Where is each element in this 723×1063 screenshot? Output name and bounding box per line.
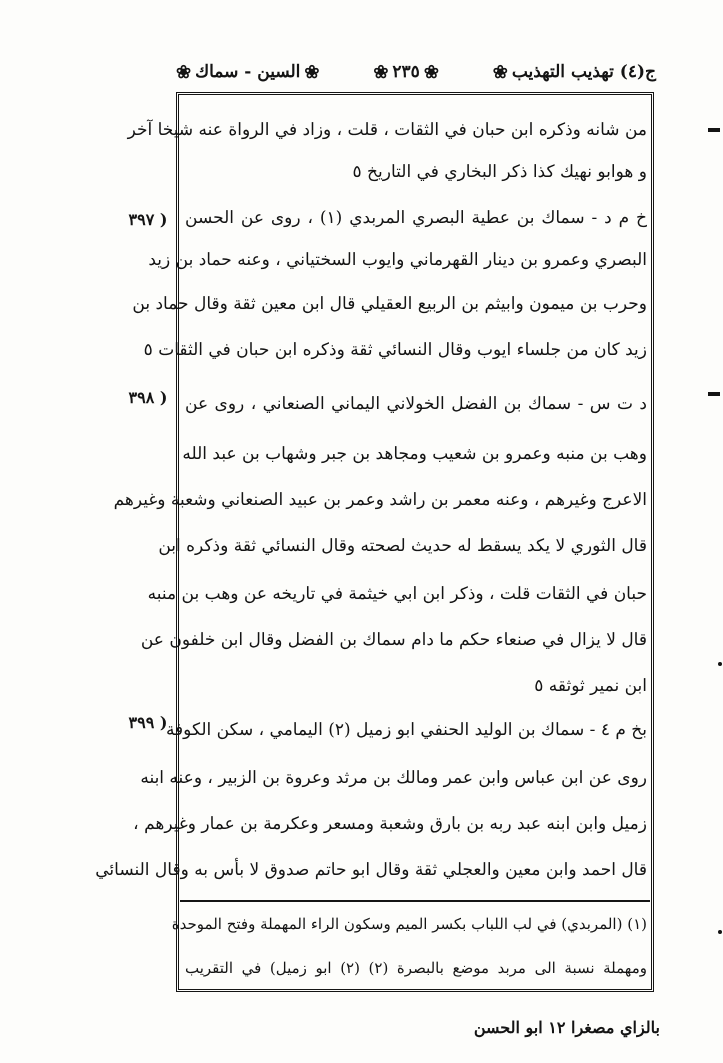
ornament-icon: ❀ [176, 61, 192, 83]
body-line: ابن نمير ثوثقه ٥ [534, 676, 647, 696]
body-line: بخ م ٤ - سماك بن الوليد الحنفي ابو زميل (٢) اليمامي ، سكن الكوفة [165, 720, 647, 740]
ornament-icon: ❀ [304, 61, 320, 83]
scan-mark [718, 930, 722, 934]
entry-number: ( ٣٩٩ [128, 713, 168, 732]
header-book-title-text: ج(٤) تهذيب التهذيب [511, 62, 656, 82]
body-line: خ م د - سماك بن عطية البصري المربدي (١) ، روى عن الحسن [185, 208, 647, 228]
body-line: قال لا يزال في صنعاء حكم ما دام سماك بن الفضل وقال ابن خلفون عن [140, 630, 647, 650]
ornament-icon: ❀ [373, 61, 389, 83]
body-line: زيد كان من جلساء ايوب وقال النسائي ثقة وذكره ابن حبان في الثقات ٥ [143, 340, 647, 360]
body-line: و هوابو نهيك كذا ذكر البخاري في التاريخ ٥ [352, 162, 647, 182]
body-line: البصري وعمرو بن دينار القهرماني وايوب السختياني ، وعنه حماد بن زيد [148, 250, 647, 270]
ornament-icon: ❀ [492, 61, 508, 83]
body-line: الاعرج وغيرهم ، وعنه معمر بن راشد وعمر بن عبيد الصنعاني وشعبة وغيرهم [113, 490, 647, 510]
body-line: وهب بن منبه وعمرو بن شعيب ومجاهد بن جبر وشهاب بن عبد الله [182, 444, 647, 464]
footnote-continuation: بالزاي مصغرا ١٢ ابو الحسن [473, 1018, 660, 1037]
ornament-icon: ❀ [423, 61, 439, 83]
scan-mark [708, 392, 720, 396]
page-header [176, 50, 656, 94]
header-chapter [176, 62, 319, 83]
scan-mark [708, 128, 720, 132]
body-line: زميل وابن ابنه عبد ربه بن بارق وشعبة ومسعر وعكرمة بن عمار وغيرهم ، [133, 814, 647, 834]
footnote-line: (١) (المربدي) في لب اللباب بكسر الميم وسكون الراء المهملة وفتح الموحدة [171, 915, 647, 933]
body-line: حبان في الثقات قلت ، وذكر ابن ابي خيثمة في تاريخه عن وهب بن منبه [147, 584, 647, 604]
header-page-number [373, 62, 439, 83]
body-line: قال الثوري لا يكد يسقط له حديث لصحته وقال النسائي ثقة وذكره ابن [158, 536, 647, 556]
footnote-line: ومهملة نسبة الى مربد موضع بالبصرة (٢) (٢) ابو زميل) في التقريب [185, 959, 647, 977]
entry-number: ( ٣٩٨ [128, 388, 168, 407]
header-book-title [493, 62, 656, 83]
body-line: د ت س - سماك بن الفضل الخولاني اليماني الصنعاني ، روى عن [185, 394, 647, 414]
body-line: وحرب بن ميمون وابيثم بن الربيع العقيلي قال ابن معين ثقة وقال حماد بن [132, 294, 647, 314]
footnote-divider [180, 900, 650, 902]
body-line: روى عن ابن عباس وابن عمر ومالك بن مرثد وعروة بن الزبير ، وعنه ابنه [140, 768, 647, 788]
page-number: ٢٣٥ [392, 62, 420, 82]
header-chapter-text: السين - سماك [195, 62, 301, 82]
scan-mark [718, 662, 722, 666]
body-line: قال احمد وابن معين والعجلي ثقة وقال ابو حاتم صدوق لا بأس به وقال النسائي [95, 860, 647, 880]
entry-number: ( ٣٩٧ [128, 210, 168, 229]
body-line: من شانه وذكره ابن حبان في الثقات ، قلت ، وزاد في الرواة عنه شيخا آخر [127, 120, 647, 140]
